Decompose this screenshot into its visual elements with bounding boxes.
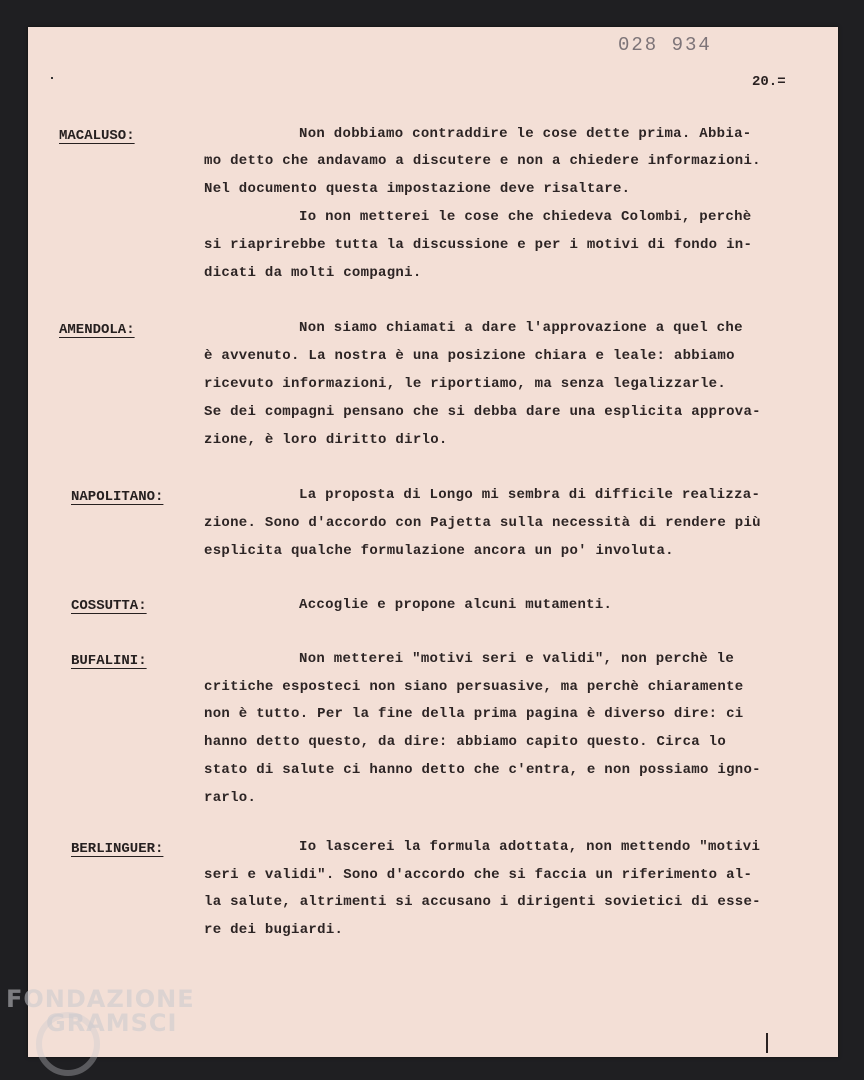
text-line: stato di salute ci hanno detto che c'entra, e non possiamo igno- — [204, 762, 761, 778]
speaker-label: BERLINGUER: — [71, 841, 164, 857]
archive-stamp-number: 028 934 — [618, 34, 712, 56]
speaker-label: MACALUSO: — [59, 128, 135, 144]
text-line: è avvenuto. La nostra è una posizione chiara e leale: abbiamo — [204, 348, 735, 364]
text-line: esplicita qualche formulazione ancora un po' involuta. — [204, 543, 674, 559]
text-line: ricevuto informazioni, le riportiamo, ma senza legalizzarle. — [204, 376, 727, 392]
watermark — [6, 985, 195, 1037]
text-line: Non siamo chiamati a dare l'approvazione a quel che — [299, 320, 743, 336]
speaker-label: AMENDOLA: — [59, 322, 135, 338]
text-line: seri e validi". Sono d'accordo che si faccia un riferimento al- — [204, 867, 753, 883]
speaker-label: BUFALINI: — [71, 653, 147, 669]
text-line: re dei bugiardi. — [204, 922, 344, 938]
text-line: Non dobbiamo contraddire le cose dette prima. Abbia- — [299, 126, 752, 142]
watermark-line2: GRAMSCI — [46, 1009, 178, 1037]
text-line: rarlo. — [204, 790, 257, 806]
text-line: dicati da molti compagni. — [204, 265, 422, 281]
text-line: critiche esposteci non siano persuasive, ma perchè chiaramente — [204, 679, 744, 695]
ink-mark — [766, 1033, 768, 1053]
text-line: Nel documento questa impostazione deve risaltare. — [204, 181, 631, 197]
speaker-label: NAPOLITANO: — [71, 489, 164, 505]
text-line: Io lascerei la formula adottata, non mettendo "motivi — [299, 839, 761, 855]
text-line: si riaprirebbe tutta la discussione e per i motivi di fondo in- — [204, 237, 753, 253]
speaker-label: COSSUTTA: — [71, 598, 147, 614]
text-line: Se dei compagni pensano che si debba dare una esplicita approva- — [204, 404, 761, 420]
ink-dot — [51, 77, 53, 79]
text-line: zione, è loro diritto dirlo. — [204, 432, 448, 448]
text-line: zione. Sono d'accordo con Pajetta sulla necessità di rendere più — [204, 515, 761, 531]
text-line: Accoglie e propone alcuni mutamenti. — [299, 597, 613, 613]
text-line: La proposta di Longo mi sembra di difficile realizza- — [299, 487, 761, 503]
page-number: 20.= — [752, 74, 786, 90]
text-line: hanno detto questo, da dire: abbiamo capito questo. Circa lo — [204, 734, 727, 750]
text-line: Non metterei "motivi seri e validi", non perchè le — [299, 651, 735, 667]
text-line: non è tutto. Per la fine della prima pagina è diverso dire: ci — [204, 706, 744, 722]
text-line: la salute, altrimenti si accusano i dirigenti sovietici di esse- — [204, 894, 761, 910]
watermark-line1: FONDAZIONE — [6, 985, 195, 1013]
text-line: Io non metterei le cose che chiedeva Colombi, perchè — [299, 209, 752, 225]
text-line: mo detto che andavamo a discutere e non a chiedere informazioni. — [204, 153, 761, 169]
